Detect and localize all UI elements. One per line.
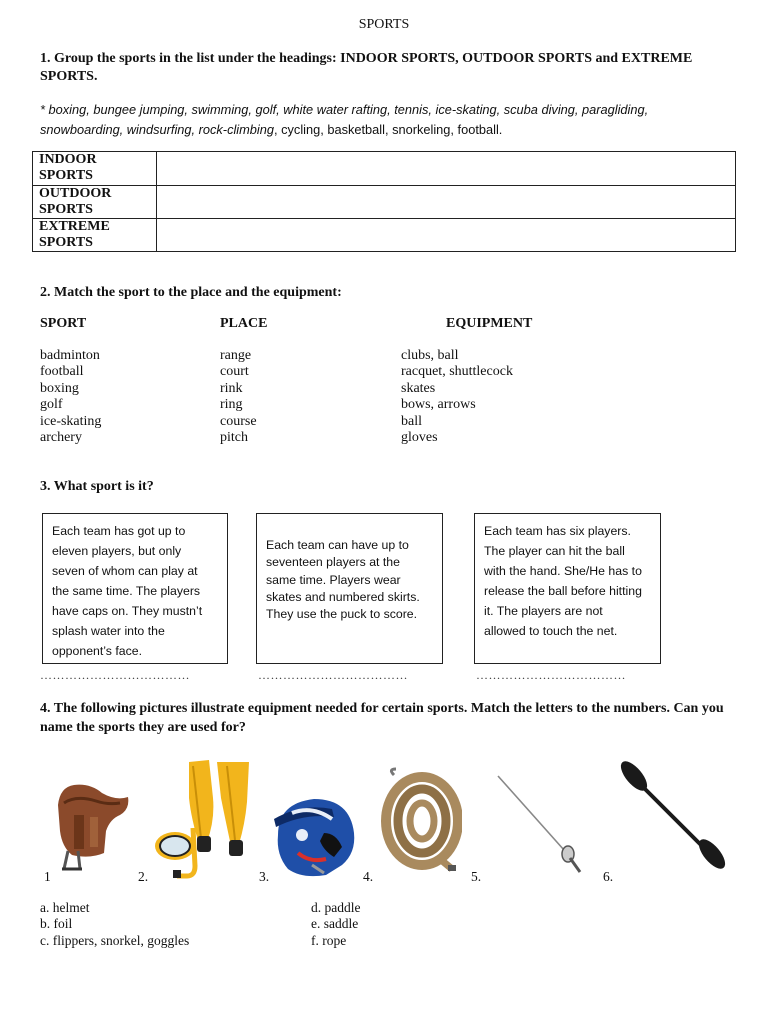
riddle-line: Each team can have up to (266, 538, 409, 552)
q1-list-line2-plain: , cycling, basketball, snorkeling, football. (274, 122, 503, 137)
q1-grouping-table (32, 151, 736, 252)
riddle-line: skates and numbered skirts. (266, 589, 420, 604)
list-item: archery (40, 430, 82, 446)
outdoor-sports-answer-cell[interactable] (157, 186, 736, 219)
flippers-snorkel-goggles-icon (153, 758, 255, 880)
q1-sport-list (40, 100, 740, 140)
answer-line-2[interactable]: ……………………………… (258, 668, 408, 682)
indoor-sports-header: INDOOR SPORTS (33, 152, 157, 186)
list-item: bows, arrows (401, 397, 476, 413)
list-item: ring (220, 397, 243, 413)
sport-list (40, 348, 101, 446)
list-item: a. helmet (40, 900, 90, 915)
list-item: boxing (40, 380, 79, 396)
extreme-sports-header: EXTREME SPORTS (33, 219, 157, 252)
q4-heading (40, 699, 740, 737)
equipment-list (401, 348, 513, 446)
riddle-line: release the ball before hitting (484, 584, 642, 598)
q1-heading: 1. Group the sports in the list under the headings: INDOOR SPORTS, OUTDOOR SPORTS and EXTREME SPORTS. (40, 51, 693, 84)
picture-number-1: 1 (44, 869, 51, 884)
riddle-box-3 (474, 513, 661, 664)
saddle-icon (50, 775, 132, 875)
list-item: d. paddle (311, 900, 361, 915)
list-item: badminton (40, 348, 100, 363)
answer-options-right (311, 900, 361, 949)
q1-list-line2-italic: snowboarding, windsurfing, rock-climbing (40, 122, 275, 137)
answer-line-1[interactable]: ……………………………… (40, 668, 190, 682)
list-item: ice-skating (40, 413, 102, 429)
riddle-line: same time. Players wear (266, 572, 401, 587)
q3-heading: 3. What sport is it? (40, 479, 154, 494)
list-item: range (220, 348, 252, 363)
outdoor-sports-header: OUTDOOR SPORTS (33, 186, 157, 219)
helmet-icon (272, 793, 358, 879)
list-item: gloves (401, 430, 438, 446)
picture-number-4: 4. (363, 869, 374, 884)
col-place-header: PLACE (220, 316, 268, 331)
list-item: c. flippers, snorkel, goggles (40, 932, 190, 948)
q1-list-line1: * boxing, bungee jumping, swimming, golf, white water rafting, tennis, ice-skating, scuba diving, paragliding, (40, 102, 649, 117)
paddle-icon (618, 760, 728, 870)
picture-number-3: 3. (259, 869, 270, 884)
riddle-line: it. The players are not (484, 604, 603, 618)
list-item: rink (220, 380, 243, 396)
riddle-box-2 (256, 513, 443, 664)
list-item: e. saddle (311, 916, 359, 932)
page-title: SPORTS (358, 17, 410, 32)
list-item: golf (40, 397, 63, 413)
list-item: clubs, ball (401, 348, 459, 363)
col-equipment-header: EQUIPMENT (446, 316, 533, 331)
list-item: football (40, 364, 84, 380)
extreme-sports-answer-cell[interactable] (157, 219, 736, 252)
picture-number-5: 5. (471, 869, 482, 884)
q4-heading-line1: 4. The following pictures illustrate equipment needed for certain sports. Match the letters to the numbers. Can you (40, 701, 724, 716)
riddle-line: Each team has got up to (52, 524, 186, 538)
riddle-line: have caps on. They mustn’t (52, 604, 203, 618)
answer-line-3[interactable]: ……………………………… (476, 668, 626, 682)
riddle-line: seventeen players at the (266, 555, 400, 570)
riddle-line: splash water into the (52, 624, 165, 638)
list-item: court (220, 364, 249, 380)
col-sport-header: SPORT (40, 316, 87, 331)
list-item: racquet, shuttlecock (401, 364, 513, 380)
list-item: pitch (220, 430, 248, 446)
riddle-line: eleven players, but only (52, 544, 182, 558)
table-row (33, 152, 736, 186)
picture-number-2: 2. (138, 869, 149, 884)
list-item: course (220, 413, 257, 429)
riddle-line: allowed to touch the net. (484, 624, 618, 638)
riddle-line: the same time. The players (52, 584, 201, 598)
answer-options-left (40, 900, 189, 949)
list-item: ball (401, 413, 422, 429)
table-row (33, 186, 736, 219)
q4-heading-line2: name the sports they are used for? (40, 720, 246, 735)
list-item: f. rope (311, 932, 347, 948)
list-item: b. foil (40, 916, 73, 932)
foil-icon (494, 770, 586, 874)
picture-number-6: 6. (603, 869, 614, 884)
rope-icon (380, 765, 462, 873)
q2-heading: 2. Match the sport to the place and the equipment: (40, 285, 342, 300)
list-item: skates (401, 380, 436, 396)
riddle-box-1 (42, 513, 228, 664)
riddle-line: seven of whom can play at (52, 564, 198, 578)
riddle-line: with the hand. She/He has to (484, 564, 642, 578)
riddle-line: Each team has six players. (484, 524, 631, 538)
riddle-line: The player can hit the ball (484, 544, 625, 558)
indoor-sports-answer-cell[interactable] (157, 152, 736, 186)
table-row (33, 219, 736, 252)
place-list (220, 348, 257, 446)
riddle-line: opponent’s face. (52, 644, 143, 658)
riddle-line: They use the puck to score. (266, 607, 418, 622)
